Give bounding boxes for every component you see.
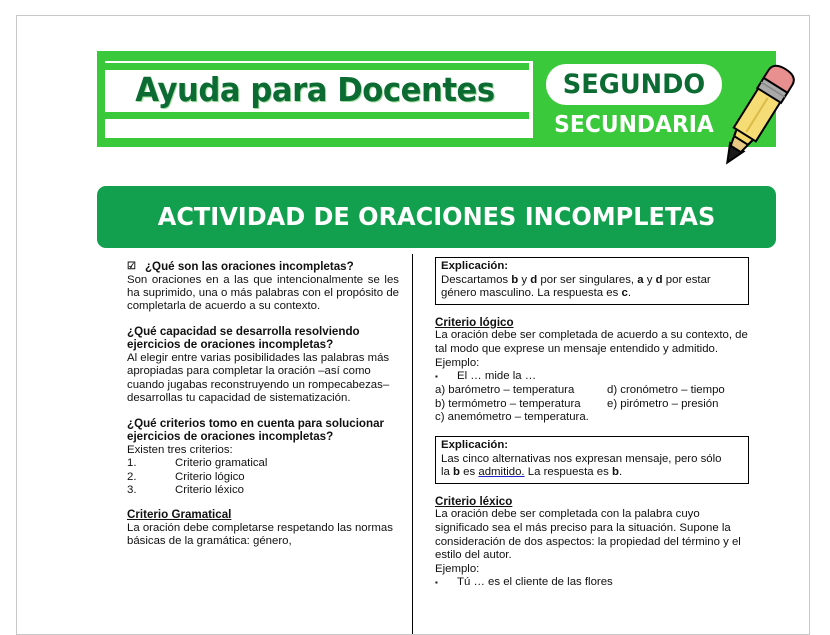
alternative-option: e) pirómetro – presión xyxy=(607,397,719,410)
column-divider xyxy=(412,254,413,635)
explanation-2-line-2: la b es admitido. La respuesta es b. xyxy=(441,466,623,479)
explanation-box-2 xyxy=(435,436,749,484)
ejemplo-sentence: El … mide la … xyxy=(457,370,537,383)
question-2-body: Al elegir entre varias posibilidades las palabras más apropiadas para completar la oración –así como cuando jugabas reconstruyendo un rompecabezas– desarrollas tu capacidad de sistematización. xyxy=(127,352,390,405)
explanation-1-line-2: género masculino. La respuesta es c. xyxy=(441,287,631,300)
ejemplo-label-logico: Ejemplo: xyxy=(435,356,480,369)
criteria-number: 3. xyxy=(127,484,137,497)
bullet-square-icon: ▪ xyxy=(435,578,438,588)
checkbox-checked-icon: ☑ xyxy=(127,261,136,272)
bullet-square-icon: ▪ xyxy=(435,372,438,382)
alternative-option: a) barómetro – temperatura xyxy=(435,384,575,397)
criterio-lexico-body: La oración debe ser completada con la palabra cuyo significado sea el más preciso para la situación. Supone la consideración de dos aspectos: la propiedad del término y el estilo del autor. xyxy=(435,508,741,562)
criteria-list xyxy=(127,457,399,497)
criteria-label: Criterio gramatical xyxy=(175,457,268,470)
criterio-gramatical-body: La oración debe completarse respetando las normas básicas de la gramática: género, xyxy=(127,521,393,548)
alternatives-grid xyxy=(435,384,749,425)
question-2-heading: ¿Qué capacidad se desarrolla resolviendo ejercicios de oraciones incompletas? xyxy=(127,324,360,352)
question-3-intro: Existen tres criterios: xyxy=(127,443,233,456)
alternatives-column-right xyxy=(607,384,749,425)
question-1-body: Son oraciones en a las que intencionalmente se les ha suprimido, una o más palabras con el propósito de completarla de acuerdo a su contexto. xyxy=(127,273,399,313)
criterio-lexico-heading: Criterio léxico xyxy=(435,494,513,508)
ejemplo-bullet-row xyxy=(435,370,749,384)
explanation-1-line-1: Descartamos b y d por ser singulares, a y d por estar xyxy=(441,273,711,286)
worksheet-page xyxy=(16,15,810,635)
list-item xyxy=(127,457,399,470)
explanation-box-1 xyxy=(435,257,749,305)
explanation-1-label: Explicación: xyxy=(441,260,509,272)
header-banner xyxy=(97,51,776,147)
criteria-number: 2. xyxy=(127,470,137,483)
grade-level-label: SEGUNDO xyxy=(562,69,706,100)
pencil-icon xyxy=(711,59,803,171)
criterio-logico-heading: Criterio lógico xyxy=(435,315,514,329)
lexico-ejemplo-bullet-row xyxy=(435,576,749,590)
question-3-heading: ¿Qué criterios tomo en cuenta para solucionar ejercicios de oraciones incompletas? xyxy=(127,416,385,444)
header-accent-bar-bottom xyxy=(105,112,529,119)
activity-title-banner xyxy=(97,186,776,248)
criterio-logico-body: La oración debe ser completada de acuerdo a su contexto, de tal modo que exprese un mensaje entendido y admitido. xyxy=(435,329,748,355)
right-column xyxy=(435,257,749,590)
list-item xyxy=(127,471,399,484)
lexico-ejemplo-sentence: Tú … es el cliente de las flores xyxy=(457,576,613,589)
criteria-label: Criterio léxico xyxy=(175,484,244,497)
alternative-option: d) cronómetro – tiempo xyxy=(607,384,725,397)
criteria-number: 1. xyxy=(127,457,137,470)
explanation-2-line-1: Las cinco alternativas nos expresan mensaje, pero sólo xyxy=(441,452,722,465)
criteria-label: Criterio lógico xyxy=(175,470,245,483)
activity-title: ACTIVIDAD DE ORACIONES INCOMPLETAS xyxy=(157,202,716,231)
explanation-2-label: Explicación: xyxy=(441,438,509,451)
question-1-heading xyxy=(127,260,399,274)
criterio-gramatical-heading: Criterio Gramatical xyxy=(127,508,232,522)
site-title: Ayuda para Docentes xyxy=(135,70,495,109)
alternative-option: b) termómetro – temperatura xyxy=(435,397,581,410)
grade-stage-label: SECUNDARIA xyxy=(554,112,714,138)
ejemplo-label-lexico: Ejemplo: xyxy=(435,562,480,575)
question-1-text: ¿Qué son las oraciones incompletas? xyxy=(144,260,354,273)
list-item xyxy=(127,484,399,497)
alternatives-column-left xyxy=(435,384,607,425)
left-column xyxy=(127,260,399,549)
alternative-option: c) anemómetro – temperatura. xyxy=(435,411,589,424)
